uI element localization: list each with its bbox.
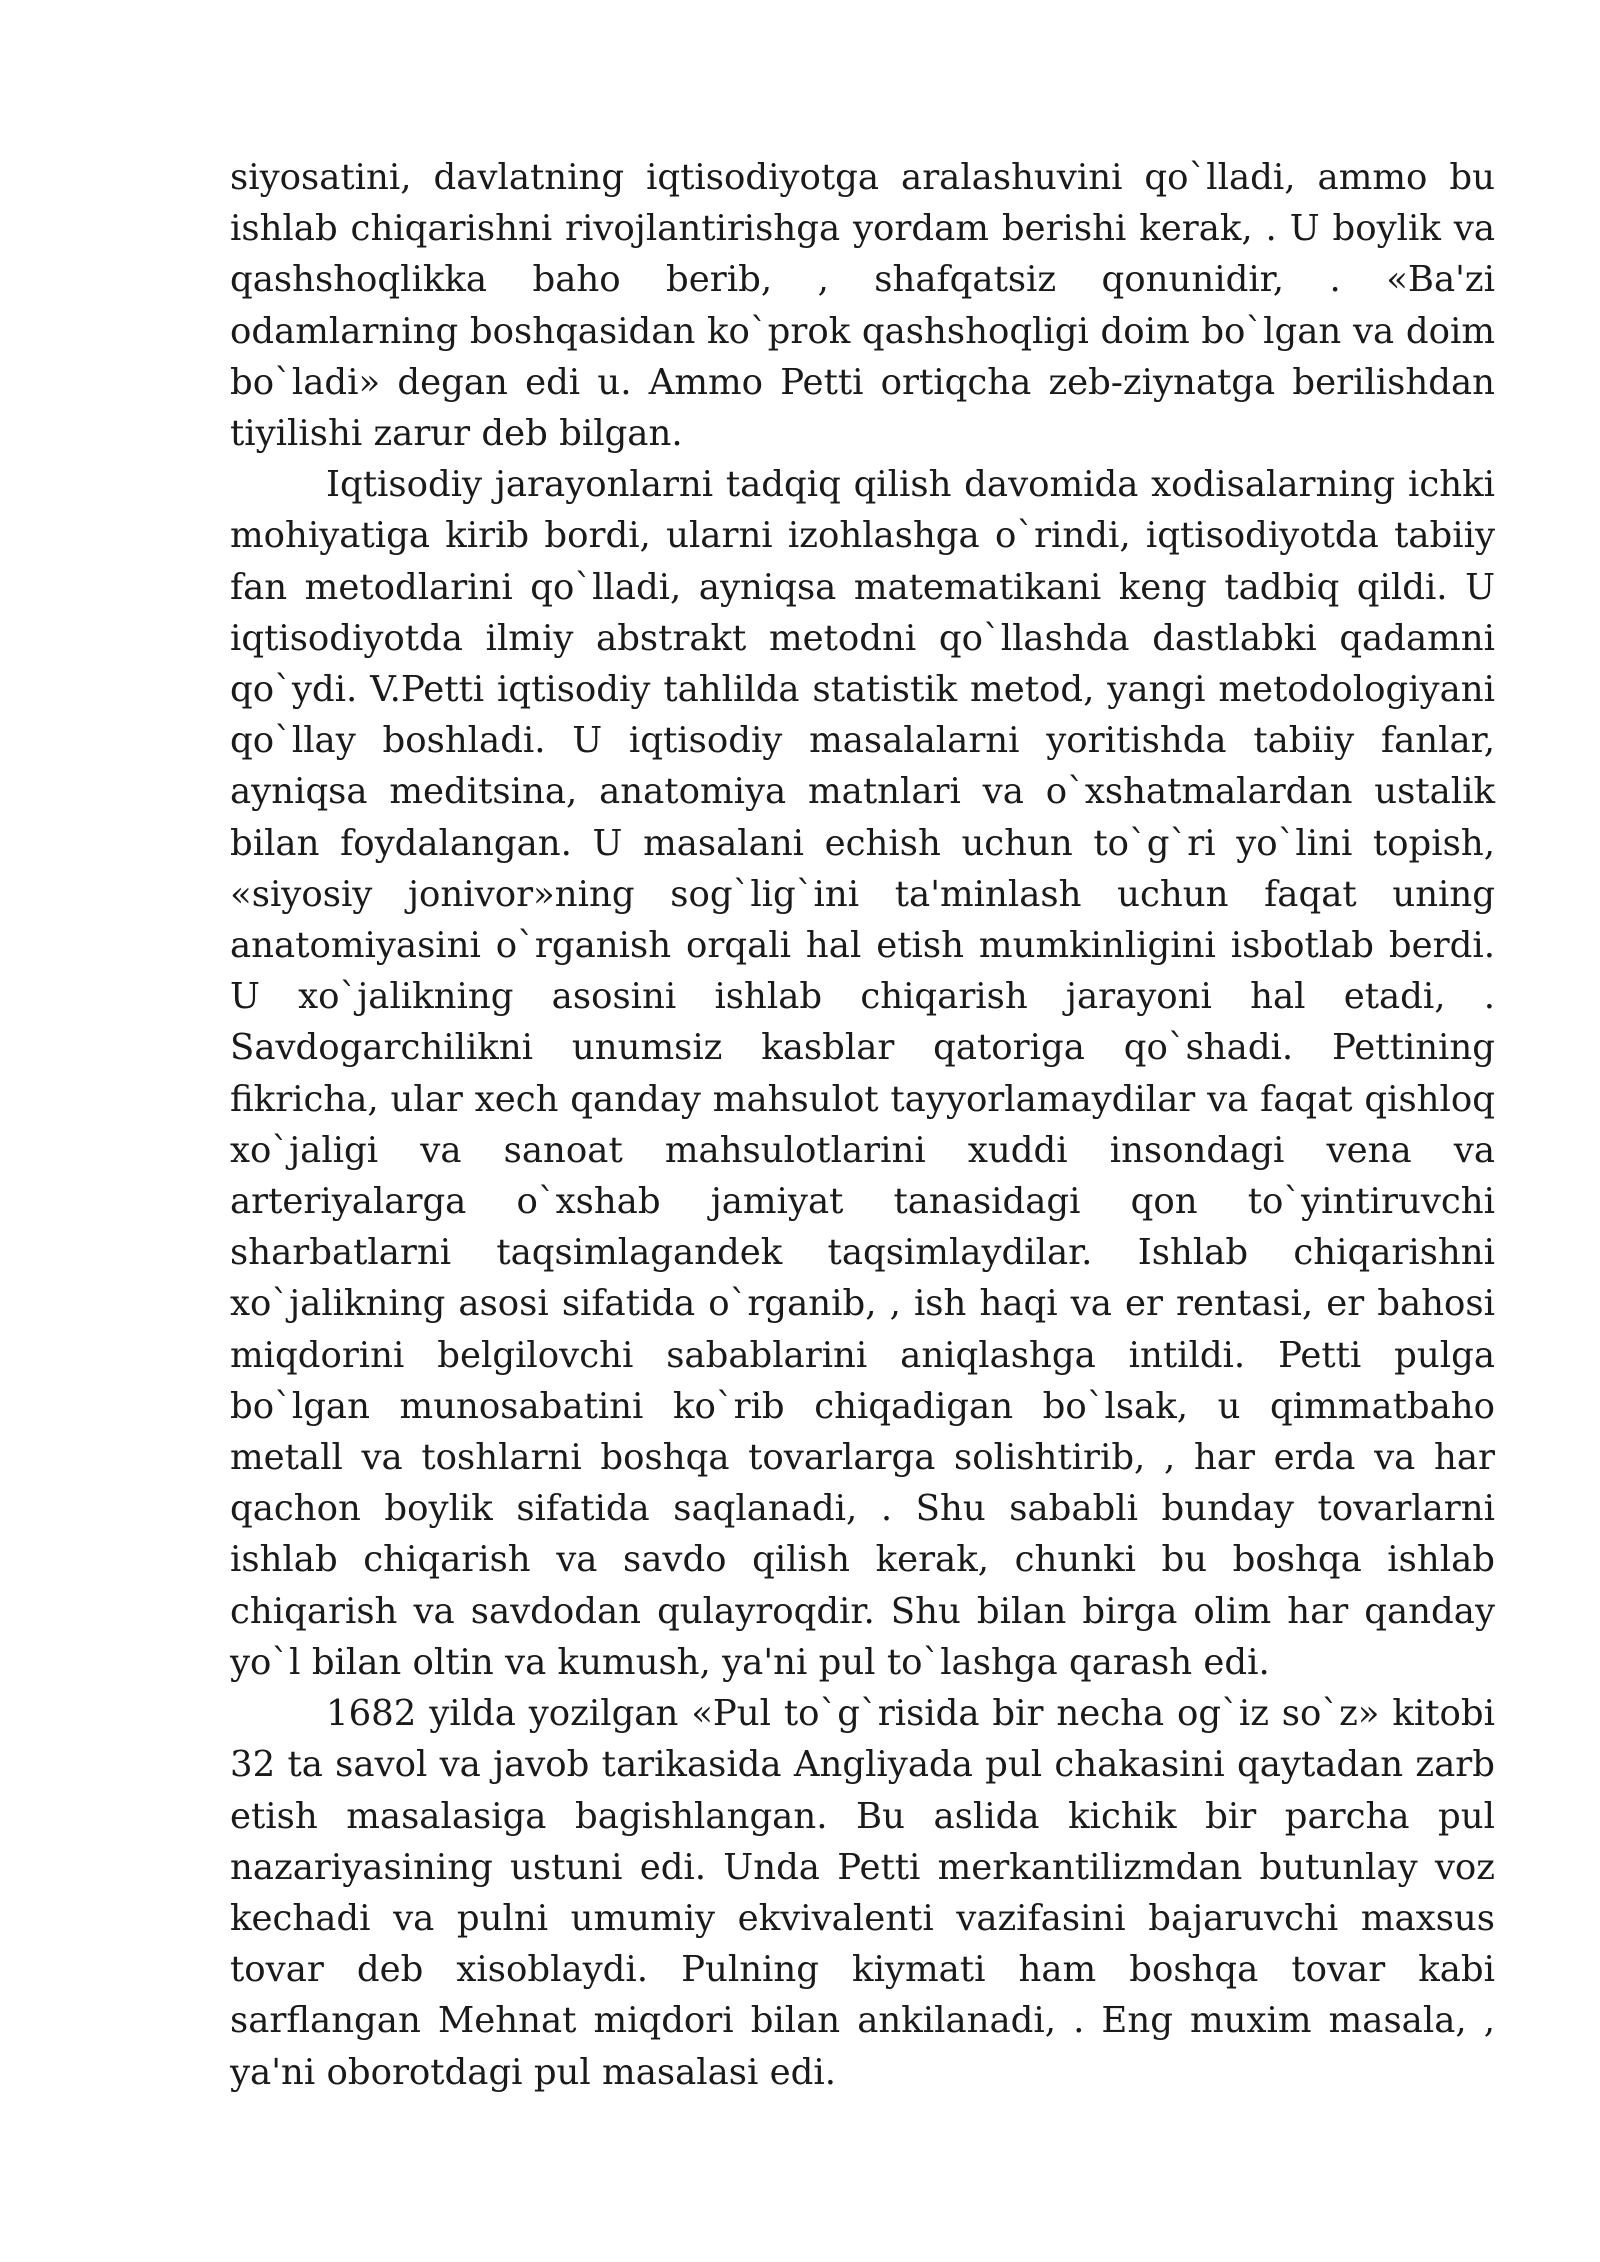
paragraph-3: 1682 yilda yozilgan «Pul to`g`risida bir necha og`iz so`z» kitobi 32 ta savol va javob tarikasida Angliyada pul chakasini qaytadan zarb etish masalasiga bagishlangan. Bu aslida kichik bir parcha pul nazariyasining ustuni edi. Unda Petti merkantilizmdan butunlay voz kechadi va pulni umumiy ekvivalenti vazifasini bajaruvchi maxsus tovar deb xisoblaydi. Pulning kiymati ham boshqa tovar kabi sarflangan Mehnat miqdori bilan ankilanadi, . Eng muxim masala, , ya'ni oborotdagi pul masalasi edi. bbox=[230, 1693, 1495, 2093]
paragraph-2: Iqtisodiy jarayonlarni tadqiq qilish davomida xodisalarning ichki mohiyatiga kirib bordi, ularni izohlashga o`rindi, iqtisodiyotda tabiiy fan metodlarini qo`lladi, ayniqsa matematikani keng tadbiq qildi. U iqtisodiyotda ilmiy abstrakt metodni qo`llashda dastlabki qadamni qo`ydi. V.Petti iqtisodiy tahlilda statistik metod, yangi metodologiyani qo`llay boshladi. U iqtisodiy masalalarni yoritishda tabiiy fanlar, ayniqsa meditsina, anatomiya matnlari va o`xshatmalardan ustalik bilan foydalangan. U masalani echish uchun to`g`ri yo`lini topish, «siyosiy jonivor»ning sog`lig`ini ta'minlash uchun faqat uning anatomiyasini o`rganish orqali hal etish mumkinligini isbotlab berdi. U xo`jalikning asosini ishlab chiqarish jarayoni hal etadi, . Savdogarchilikni unumsiz kasblar qatoriga qo`shadi. Pettining fikricha, ular xech qanday mahsulot tayyorlamaydilar va faqat qishloq xo`jaligi va sanoat mahsulotlarini xuddi insondagi vena va arteriyalarga o`xshab jamiyat tanasidagi qon to`yintiruvchi sharbatlarni taqsimlagandek taqsimlaydilar. Ishlab chiqarishni xo`jalikning asosi sifatida o`rganib, , ish haqi va er rentasi, er bahosi miqdorini belgilovchi sabablarini aniqlashga intildi. Petti pulga bo`lgan munosabatini ko`rib chiqadigan bo`lsak, u qimmatbaho metall va toshlarni boshqa tovarlarga solishtirib, , har erda va har qachon boylik sifatida saqlanadi, . Shu sababli bunday tovarlarni ishlab chiqarish va savdo qilish kerak, chunki bu boshqa ishlab chiqarish va savdodan qulayroqdir. Shu bilan birga olim har qanday yo`l bilan oltin va kumush, ya'ni pul to`lashga qarash edi. bbox=[230, 464, 1495, 1683]
body-text bbox=[230, 152, 1495, 2098]
paragraph-1: siyosatini, davlatning iqtisodiyotga aralashuvini qo`lladi, ammo bu ishlab chiqarishni rivojlantirishga yordam berishi kerak, . U boylik va qashshoqlikka baho berib, , shafqatsiz qonunidir, . «Ba'zi odamlarning boshqasidan ko`prok qashshoqligi doim bo`lgan va doim bo`ladi» degan edi u. Ammo Petti ortiqcha zeb-ziynatga berilishdan tiyilishi zarur deb bilgan. bbox=[230, 157, 1495, 455]
